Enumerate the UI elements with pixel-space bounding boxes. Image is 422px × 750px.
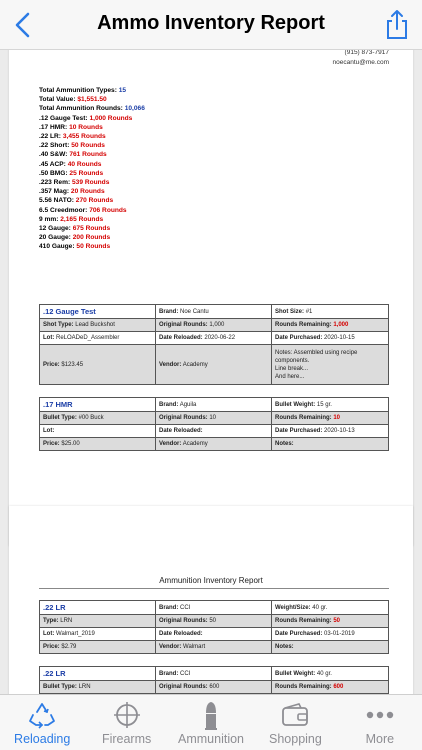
contact-phone: (915) 873-7917: [344, 50, 389, 56]
notes-cell: Notes: Assembled using recipe components. Line break... And here...: [272, 345, 389, 385]
crosshair-icon: [113, 701, 141, 729]
summary-line: .22 LR: 3,455 Rounds: [39, 133, 106, 141]
report-title: Ammunition Inventory Report: [159, 576, 263, 585]
ammo-record-table: .22 LR Brand: CCI Weight/Size: 40 gr. Type: LRN Original Rounds: 50 Rounds Remaining: 50 Lot: Walmart_2019 Date Reloaded: Date Purchased: 03-01-2019 Price: $2.79 Vendor: Walmart Notes:: [39, 600, 389, 654]
ammo-name-cell: [40, 601, 156, 615]
summary-line: 9 mm: 2,165 Rounds: [39, 215, 104, 223]
summary-line: Total Ammunition Rounds: 10,066: [39, 105, 145, 113]
contact-info: [333, 50, 389, 68]
summary-line: Total Ammunition Types: 15: [39, 87, 127, 94]
summary-line: 5.56 NATO: 270 Rounds: [39, 197, 114, 205]
ammo-name[interactable]: .22 LR: [43, 669, 66, 678]
pdf-viewer[interactable]: [0, 50, 422, 694]
more-dots-icon: [365, 701, 395, 729]
tab-firearms[interactable]: [84, 695, 168, 750]
title-divider: [39, 588, 389, 589]
summary-line: .40 S&W: 761 Rounds: [39, 151, 107, 159]
summary-line: .22 Short: 50 Rounds: [39, 142, 105, 150]
summary-line: .223 Rem: 539 Rounds: [39, 179, 110, 187]
summary-line: 12 Gauge: 675 Rounds: [39, 225, 111, 233]
tab-label: More: [365, 732, 395, 746]
summary-line: .45 ACP: 40 Rounds: [39, 160, 102, 168]
tab-ammunition[interactable]: [169, 695, 253, 750]
report-page-2: [9, 506, 413, 694]
brand-value: Noe Cantu: [180, 308, 209, 315]
ammo-name-cell: [40, 398, 156, 412]
ammo-name[interactable]: .17 HMR: [43, 400, 73, 409]
tab-label: Firearms: [101, 732, 152, 746]
tab-more[interactable]: [338, 695, 422, 750]
tab-label: Shopping: [269, 732, 322, 746]
recycle-icon: [27, 701, 57, 729]
summary-line: 410 Gauge: 50 Rounds: [39, 243, 111, 251]
contact-email: noecantu@me.com: [332, 59, 389, 66]
navigation-bar: [0, 0, 422, 50]
tab-shopping[interactable]: [253, 695, 337, 750]
summary-line: 6.5 Creedmoor: 706 Rounds: [39, 206, 127, 214]
bullet-icon: [203, 701, 219, 731]
summary-line: Total Value: $1,551.50: [39, 96, 107, 104]
summary-line: .357 Mag: 20 Rounds: [39, 188, 105, 196]
summary-line: .12 Gauge Test: 1,000 Rounds: [39, 114, 133, 122]
ammo-name[interactable]: .22 LR: [43, 603, 66, 612]
tab-bar: [0, 694, 422, 750]
ammo-record-table: .22 LR Brand: CCI Bullet Weight: 40 gr. Bullet Type: LRN Original Rounds: 600 Rounds Remaining: 600: [39, 666, 389, 694]
page-title: Ammo Inventory Report: [97, 12, 325, 34]
tab-reloading[interactable]: [0, 695, 84, 750]
ammo-record-table: .17 HMR Brand: Aguila Bullet Weight: 15 gr. Bullet Type: #00 Buck Original Rounds: 10 Rounds Remaining: 10 Lot: Date Reloaded: Date Purchased: 2020-10-13 Price: $25.00 Vendor: Academy Notes:: [39, 397, 389, 451]
ammo-name-cell: [40, 305, 156, 319]
ammo-name-cell: [40, 667, 156, 681]
ammo-record-table: .12 Gauge Test Brand: Noe Cantu Shot Size: #1 Shot Type: Lead Buckshot Original Rounds: 1,000 Rounds Remaining: 1,000 Lot: ReLOADeD_Assembler Date Reloaded: 2020-06-22 Date Purchased: 2020-10-15 Price: $123.45 Vendor: Academy Notes: Assembled using recipe components. Line break... And here...: [39, 304, 389, 385]
summary-line: .50 BMG: 25 Rounds: [39, 169, 104, 177]
share-icon[interactable]: [382, 8, 412, 42]
ammo-name[interactable]: .12 Gauge Test: [43, 307, 96, 316]
summary-line: 20 Gauge: 200 Rounds: [39, 234, 111, 242]
summary-line: .17 HMR: 10 Rounds: [39, 123, 103, 131]
tab-label: Ammunition: [178, 732, 245, 746]
report-page-1: [9, 50, 413, 546]
wallet-icon: [280, 701, 310, 729]
tab-label: Reloading: [14, 732, 71, 746]
inventory-summary: [39, 86, 145, 252]
back-chevron-icon[interactable]: [8, 8, 40, 42]
